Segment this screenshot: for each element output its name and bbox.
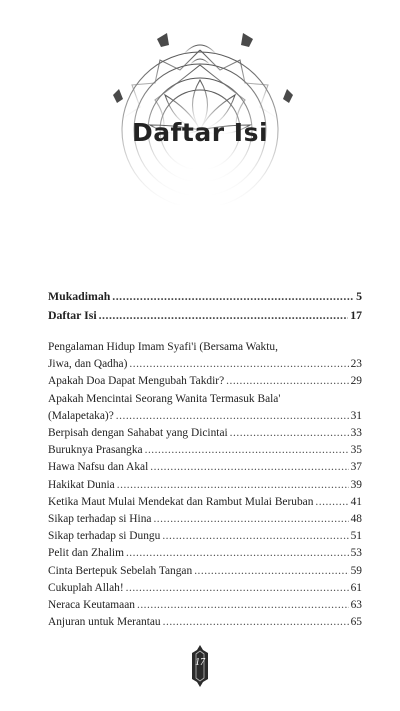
leader-dots bbox=[137, 597, 349, 614]
toc-entry-label: Berpisah dengan Sahabat yang Dicintai bbox=[48, 427, 228, 440]
toc-entry-label: Hawa Nafsu dan Akal bbox=[48, 461, 149, 474]
page-number: 17 bbox=[195, 657, 205, 668]
toc-entry-page: 61 bbox=[350, 581, 362, 594]
toc-entry-label: Apakah Doa Dapat Mengubah Takdir? bbox=[48, 375, 225, 388]
toc-entry-label: (Malapetaka)? bbox=[48, 409, 114, 422]
leader-dots bbox=[315, 494, 348, 511]
toc-entry-page: 41 bbox=[350, 495, 362, 508]
list-item bbox=[48, 425, 362, 442]
toc-entry-label: Neraca Keutamaan bbox=[48, 599, 135, 612]
toc-entry-label: Hakikat Dunia bbox=[48, 478, 115, 491]
page-title: Daftar Isi bbox=[131, 118, 269, 147]
list-item bbox=[48, 408, 362, 425]
list-item bbox=[48, 373, 362, 390]
list-item bbox=[48, 494, 362, 511]
toc-entry-label: Ketika Maut Mulai Mendekat dan Rambut Mulai Beruban bbox=[48, 495, 314, 508]
list-item bbox=[48, 442, 362, 459]
toc-entry-label: Sikap terhadap si Dungu bbox=[48, 530, 161, 543]
leader-dots bbox=[116, 408, 349, 425]
toc-entry-page: 51 bbox=[350, 530, 362, 543]
list-item bbox=[48, 545, 362, 562]
list-item bbox=[48, 356, 362, 373]
leader-dots bbox=[145, 442, 349, 459]
leader-dots bbox=[129, 356, 348, 373]
toc-entry-label: Daftar Isi bbox=[48, 307, 97, 322]
toc-entry-label: Cukuplah Allah! bbox=[48, 581, 124, 594]
list-item bbox=[48, 477, 362, 494]
leader-dots bbox=[194, 563, 348, 580]
toc-entry-page: 37 bbox=[350, 461, 362, 474]
toc-entry-label: Sikap terhadap si Hina bbox=[48, 513, 152, 526]
leader-dots bbox=[112, 287, 354, 306]
leader-dots bbox=[99, 306, 349, 325]
toc-entry-label: Jiwa, dan Qadha) bbox=[48, 358, 128, 371]
toc-entry-page: 63 bbox=[350, 599, 362, 612]
toc-entry-page: 59 bbox=[350, 564, 362, 577]
leader-dots bbox=[117, 477, 349, 494]
list-item bbox=[48, 528, 362, 545]
toc-entry-page: 5 bbox=[356, 289, 362, 303]
leader-dots bbox=[230, 425, 349, 442]
toc-entry-first-line: Apakah Mencintai Seorang Wanita Termasuk Bala' bbox=[48, 392, 281, 405]
leader-dots bbox=[153, 511, 348, 528]
toc-entry-page: 23 bbox=[350, 358, 362, 371]
toc-entry-label: Mukadimah bbox=[48, 289, 111, 303]
list-item bbox=[48, 563, 362, 580]
mandala-ornament-icon bbox=[95, 25, 305, 205]
toc-entry-first-line: Pengalaman Hidup Imam Syafi'i (Bersama Waktu, bbox=[48, 341, 278, 353]
toc-entry-label: Anjuran untuk Merantau bbox=[48, 616, 161, 629]
toc-entry-label: Pelit dan Zhalim bbox=[48, 547, 124, 560]
leader-dots bbox=[150, 459, 348, 476]
leader-dots bbox=[162, 528, 348, 545]
toc-entry-daftar-isi bbox=[48, 306, 362, 325]
list-item bbox=[48, 580, 362, 597]
toc-entry-label: Buruknya Prasangka bbox=[48, 444, 143, 457]
leader-dots bbox=[126, 545, 349, 562]
leader-dots bbox=[163, 614, 349, 631]
toc-entry-page: 31 bbox=[350, 409, 362, 422]
toc-entry-page: 35 bbox=[350, 444, 362, 457]
toc-entry-page: 17 bbox=[350, 307, 362, 322]
list-item bbox=[48, 597, 362, 614]
list-item bbox=[48, 459, 362, 476]
toc-entry-page: 39 bbox=[350, 478, 362, 491]
leader-dots bbox=[226, 373, 348, 390]
toc-entry-page: 33 bbox=[350, 427, 362, 440]
toc-entry-page: 29 bbox=[350, 375, 362, 388]
toc-entry-page: 53 bbox=[350, 547, 362, 560]
list-item bbox=[48, 511, 362, 528]
toc-entry-label: Cinta Bertepuk Sebelah Tangan bbox=[48, 564, 193, 577]
toc-list bbox=[48, 339, 362, 631]
leader-dots bbox=[126, 580, 349, 597]
toc-entry-page: 65 bbox=[350, 616, 362, 629]
toc-main-section bbox=[48, 287, 362, 324]
list-item bbox=[48, 614, 362, 631]
toc-entry-page: 48 bbox=[350, 513, 362, 526]
toc-entry-mukadimah bbox=[48, 287, 362, 306]
